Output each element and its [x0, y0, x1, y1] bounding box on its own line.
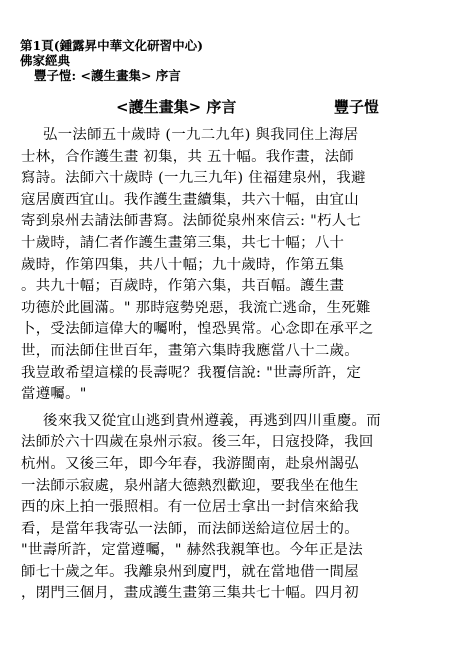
page-title: <護生畫集> 序言: [116, 98, 237, 116]
text-line: ，閉門三個月，畫成護生畫第三集共七十幅。四月初: [21, 585, 359, 602]
text-line: 功德於此圓滿。" 那時寇勢兇惡，我流亡逃命，生死難: [21, 299, 371, 316]
document-reference: 豐子愷: <護生畫集> 序言: [34, 68, 181, 83]
category-label: 佛家經典: [20, 53, 71, 68]
text-line: 。共九十幅；百歲時，作第六集，共百幅。護生畫: [21, 278, 345, 295]
text-line: 一法師示寂處，泉州諸大德熱烈歡迎，要我坐在他生: [21, 477, 359, 494]
text-line: 士林，合作護生畫 初集，共 五十幅。我作畫，法師: [21, 148, 354, 165]
text-line: 法師於六十四歲在泉州示寂。後三年，日寇投降，我回: [21, 434, 374, 451]
page-info: 第1頁(鍾露昇中華文化研習中心): [20, 38, 204, 53]
document-header: [20, 38, 203, 83]
text-line: 世，而法師住世百年，畫第六集時我應當八十二歲。: [21, 342, 359, 359]
text-line: 師七十歲之年。我離泉州到廈門，就在當地借一間屋: [21, 563, 359, 580]
text-line: 寄到泉州去請法師書寫。法師從泉州來信云: "朽人七: [21, 213, 362, 230]
text-line: 西的床上拍一張照相。有一位居士拿出一封信來給我: [21, 499, 359, 516]
text-line: 弘一法師五十歲時 (一九二九年) 與我同住上海居: [43, 127, 359, 143]
author-name: 豐子愷: [334, 98, 380, 116]
text-line: 當遵囑。": [21, 386, 87, 403]
text-line: 十歲時，請仁者作護生畫第三集，共七十幅；八十: [21, 234, 345, 251]
body-text: [21, 125, 425, 605]
text-line: 歲時，作第四集，共八十幅；九十歲時，作第五集: [21, 256, 345, 273]
text-line: 卜，受法師這偉大的囑咐，惶恐異常。心念即在承平之: [21, 321, 374, 338]
text-line: "世壽所許，定當遵囑，" 赫然我親筆也。今年正是法: [21, 542, 363, 559]
text-line: 看，是當年我寄弘一法師，而法師送給這位居士的。: [21, 520, 359, 537]
text-line: 我豈敢希望這樣的長壽呢？我覆信說: "世壽所許，定: [21, 364, 362, 381]
text-line: 後來我又從宜山逃到貴州遵義，再逃到四川重慶。而: [43, 412, 381, 429]
text-line: 寇居廣西宜山。我作護生畫續集，共六十幅，由宜山: [21, 191, 359, 208]
text-line: 杭州。又後三年，即今年春，我游閩南，赴泉州謁弘: [21, 455, 359, 472]
text-line: 寫詩。法師六十歲時 (一九三九年) 住福建泉州，我避: [21, 170, 366, 187]
